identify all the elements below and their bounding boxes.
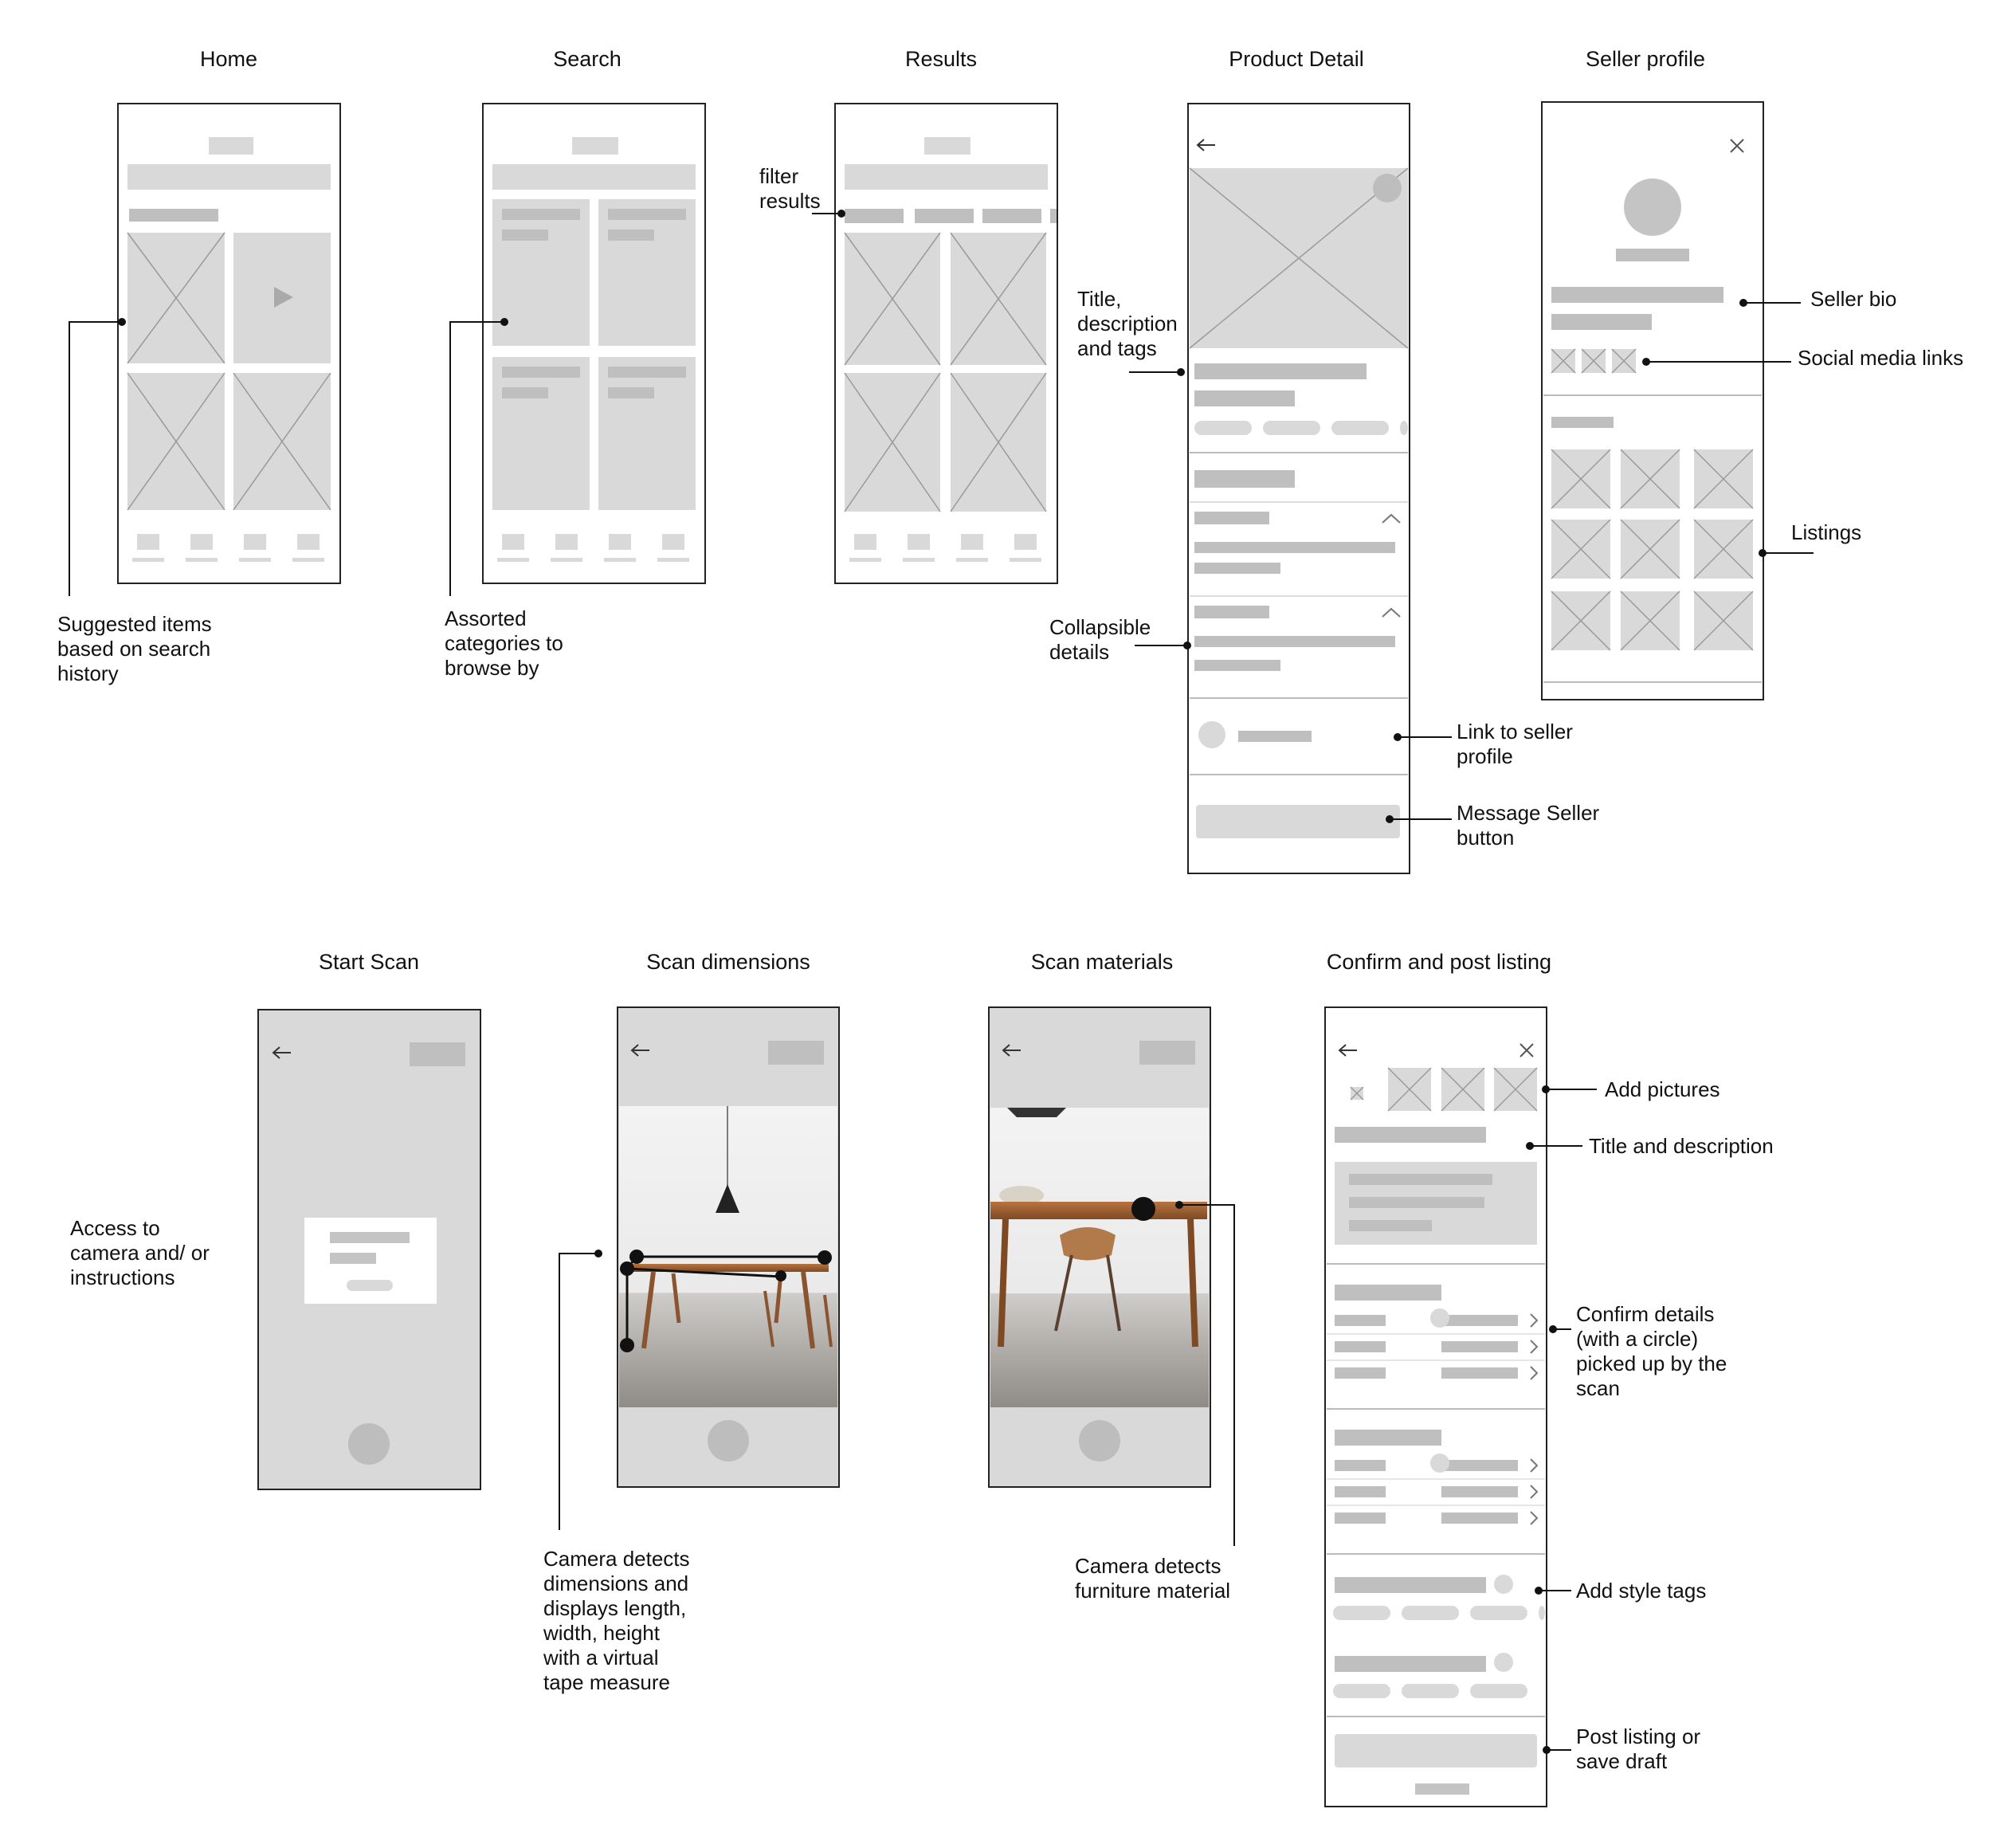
seller-avatar <box>1624 179 1681 236</box>
filter-chip[interactable] <box>915 209 974 223</box>
post-listing-button[interactable] <box>1335 1734 1537 1768</box>
collapsible-label <box>1194 606 1269 618</box>
favorite-button[interactable] <box>1373 174 1402 202</box>
measure-point <box>629 1250 644 1264</box>
nav-icon[interactable] <box>502 534 524 550</box>
nav-icon[interactable] <box>190 534 213 550</box>
category-subtitle <box>608 387 654 398</box>
detail-label <box>1335 1460 1386 1471</box>
nav-label <box>497 558 529 562</box>
screen-title-confirm-post: Confirm and post listing <box>1326 950 1552 974</box>
collapsible-label <box>1194 512 1269 524</box>
seller-name <box>1616 249 1689 261</box>
seller-bio-line <box>1551 314 1652 330</box>
logo-placeholder <box>572 137 618 155</box>
annotation-link-to-seller: Link to seller profile <box>1457 720 1573 768</box>
category-subtitle <box>608 230 654 241</box>
nav-icon[interactable] <box>1014 534 1037 550</box>
seller-avatar[interactable] <box>1198 721 1225 748</box>
shutter-button[interactable] <box>708 1420 749 1462</box>
scan-materials-floor <box>990 1293 1209 1407</box>
detail-value[interactable] <box>1441 1367 1518 1379</box>
nav-label <box>132 558 164 562</box>
annotation-camera-material: Camera detects furniture material <box>1075 1554 1231 1603</box>
annotation-access-camera: Access to camera and/ or instructions <box>70 1216 210 1289</box>
measure-point <box>818 1250 832 1265</box>
screen-title-start-scan: Start Scan <box>318 950 420 974</box>
nav-label <box>292 558 324 562</box>
screen-title-seller-profile: Seller profile <box>1585 47 1706 71</box>
screen-title-scan-dimensions: Scan dimensions <box>646 950 810 974</box>
logo-placeholder <box>209 137 253 155</box>
search-bar[interactable] <box>845 164 1048 190</box>
shutter-button[interactable] <box>1079 1420 1120 1462</box>
description-line <box>1349 1220 1432 1231</box>
category-title <box>608 209 686 220</box>
detail-label <box>1335 1315 1386 1326</box>
search-bar[interactable] <box>492 164 696 190</box>
scan-action-button[interactable] <box>768 1041 824 1065</box>
callout-dot <box>594 1250 602 1258</box>
detail-label <box>1335 1486 1386 1497</box>
callout-dot <box>837 210 845 218</box>
detail-label <box>1335 1367 1386 1379</box>
callout-dot <box>1535 1587 1543 1595</box>
filter-chip[interactable] <box>845 209 904 223</box>
annotation-post-listing: Post listing or save draft <box>1576 1724 1701 1773</box>
listing-title-field[interactable] <box>1335 1127 1486 1143</box>
callout-dot <box>1542 1085 1550 1093</box>
section-heading <box>129 209 218 222</box>
callout-dot <box>1739 299 1747 307</box>
annotation-seller-bio: Seller bio <box>1810 287 1897 311</box>
detail-group-heading <box>1335 1285 1441 1301</box>
style-tags-heading <box>1335 1656 1486 1672</box>
detail-value[interactable] <box>1441 1513 1518 1524</box>
category-title <box>502 209 580 220</box>
pendant-lamp <box>1007 1108 1066 1117</box>
nav-label <box>604 558 636 562</box>
scan-dimensions-floor <box>619 1293 837 1407</box>
callout-dot <box>1394 733 1402 741</box>
annotation-collapsible-details: Collapsible details <box>1049 615 1151 664</box>
nav-icon[interactable] <box>297 534 320 550</box>
category-card[interactable] <box>598 357 696 510</box>
category-title <box>502 367 580 378</box>
tag-pill[interactable] <box>1263 421 1320 435</box>
scan-action-button[interactable] <box>410 1042 465 1066</box>
category-card[interactable] <box>598 199 696 346</box>
annotation-camera-dimensions: Camera detects dimensions and displays length, width, height with a virtual tape measure <box>543 1547 690 1694</box>
nav-label <box>956 558 988 562</box>
style-tag-pill[interactable] <box>1333 1684 1390 1698</box>
product-subtitle <box>1194 390 1295 406</box>
instructions-line <box>330 1232 410 1243</box>
style-tag-pill[interactable] <box>1333 1606 1390 1620</box>
screen-title-results: Results <box>904 47 978 71</box>
annotation-title-description-tags: Title, description and tags <box>1077 287 1178 360</box>
callout-dot <box>1759 549 1767 557</box>
description-line <box>1349 1197 1484 1208</box>
search-bar[interactable] <box>127 164 331 190</box>
nav-label <box>186 558 218 562</box>
detail-label <box>1335 1513 1386 1524</box>
nav-icon[interactable] <box>961 534 983 550</box>
nav-icon[interactable] <box>555 534 578 550</box>
category-title <box>608 367 686 378</box>
detail-line <box>1194 563 1280 574</box>
nav-icon[interactable] <box>908 534 930 550</box>
detail-value[interactable] <box>1441 1460 1518 1471</box>
measure-point <box>620 1338 634 1352</box>
filter-chip[interactable] <box>1050 209 1057 223</box>
annotation-assorted-categories: Assorted categories to browse by <box>445 606 563 680</box>
callout-dot <box>1183 642 1191 649</box>
category-subtitle <box>502 230 548 241</box>
detail-line <box>1194 636 1395 647</box>
nav-label <box>1010 558 1041 562</box>
callout-dot <box>500 318 508 326</box>
nav-label <box>657 558 689 562</box>
nav-label <box>849 558 881 562</box>
callout-dot <box>1543 1746 1551 1754</box>
instructions-ok-button[interactable] <box>347 1280 393 1291</box>
filter-chip[interactable] <box>982 209 1041 223</box>
annotation-listings: Listings <box>1791 520 1862 544</box>
annotation-social-media-links: Social media links <box>1798 346 1964 370</box>
add-tag-button[interactable] <box>1494 1653 1513 1672</box>
detail-line <box>1194 660 1280 671</box>
nav-label <box>903 558 935 562</box>
message-seller-button[interactable] <box>1196 805 1400 838</box>
detail-value[interactable] <box>1441 1486 1518 1497</box>
annotation-filter-results: filter results <box>759 164 821 213</box>
annotation-message-seller: Message Seller button <box>1457 801 1600 849</box>
nav-icon[interactable] <box>854 534 876 550</box>
description-line <box>1349 1174 1492 1185</box>
annotation-add-style-tags: Add style tags <box>1576 1579 1707 1603</box>
scan-action-button[interactable] <box>1139 1041 1195 1065</box>
annotation-suggested-items: Suggested items based on search history <box>57 612 212 685</box>
style-tag-pill[interactable] <box>1402 1606 1459 1620</box>
material-detect-point <box>1131 1197 1155 1221</box>
seller-bio-line <box>1551 287 1723 303</box>
nav-icon[interactable] <box>137 534 159 550</box>
annotation-title-and-description: Title and description <box>1589 1134 1774 1158</box>
add-tag-button[interactable] <box>1494 1575 1513 1594</box>
save-draft-link[interactable] <box>1415 1783 1469 1795</box>
nav-icon[interactable] <box>662 534 684 550</box>
style-tags-heading <box>1335 1577 1486 1593</box>
instructions-line <box>330 1253 376 1264</box>
callout-dot <box>1177 368 1185 376</box>
style-tag-pill[interactable] <box>1470 1684 1527 1698</box>
logo-placeholder <box>924 137 971 155</box>
style-tag-pill[interactable] <box>1539 1606 1545 1620</box>
category-card[interactable] <box>492 357 590 510</box>
tag-pill[interactable] <box>1400 421 1408 435</box>
seller-name[interactable] <box>1238 731 1312 742</box>
product-title <box>1194 363 1367 379</box>
measure-point <box>620 1261 634 1276</box>
nav-label <box>239 558 271 562</box>
shutter-button[interactable] <box>348 1423 390 1465</box>
details-heading <box>1194 470 1295 488</box>
style-tag-pill[interactable] <box>1402 1684 1459 1698</box>
listings-heading <box>1551 417 1614 428</box>
screen-title-search: Search <box>553 47 622 71</box>
detail-group-heading <box>1335 1430 1441 1446</box>
tag-pill[interactable] <box>1194 421 1252 435</box>
detail-value[interactable] <box>1441 1315 1518 1326</box>
scan-detected-circle <box>1430 1454 1449 1473</box>
annotation-confirm-details: Confirm details (with a circle) picked up by the scan <box>1576 1302 1727 1400</box>
detail-value[interactable] <box>1441 1341 1518 1352</box>
detail-line <box>1194 542 1395 553</box>
callout-dot <box>1175 1201 1183 1209</box>
nav-icon[interactable] <box>609 534 631 550</box>
annotation-add-pictures: Add pictures <box>1605 1077 1720 1101</box>
callout-dot <box>118 318 126 326</box>
scan-detected-circle <box>1430 1309 1449 1328</box>
style-tag-pill[interactable] <box>1470 1606 1527 1620</box>
callout-dot <box>1549 1325 1557 1333</box>
nav-label <box>551 558 582 562</box>
detail-label <box>1335 1341 1386 1352</box>
screen-title-product-detail: Product Detail <box>1229 47 1364 71</box>
leader-suggested-items <box>69 322 122 596</box>
callout-dot <box>1642 358 1650 366</box>
measure-point <box>775 1270 786 1281</box>
category-subtitle <box>502 387 548 398</box>
callout-dot <box>1526 1142 1534 1150</box>
nav-icon[interactable] <box>244 534 266 550</box>
table-top <box>990 1202 1207 1219</box>
leader-camera-dimensions <box>559 1254 598 1530</box>
tag-pill[interactable] <box>1331 421 1389 435</box>
screen-title-home: Home <box>199 47 258 71</box>
callout-dot <box>1386 815 1394 823</box>
screen-title-scan-materials: Scan materials <box>1030 950 1174 974</box>
